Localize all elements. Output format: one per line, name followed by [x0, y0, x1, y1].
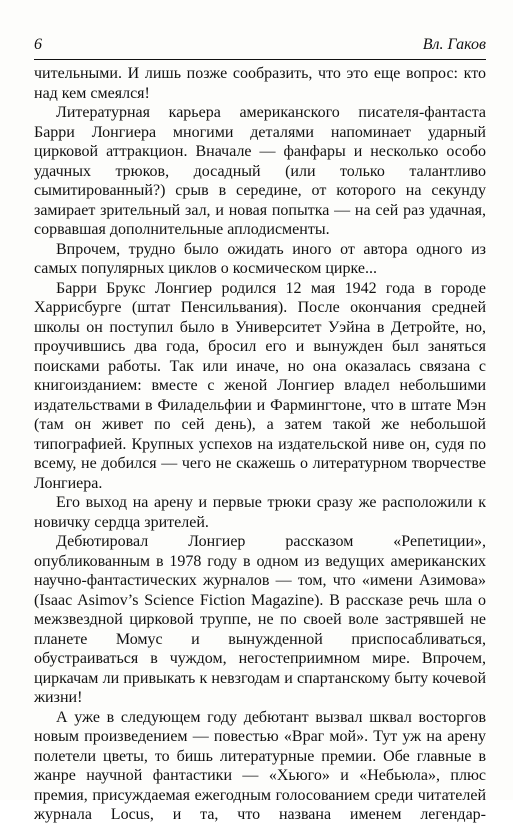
- paragraph-continuation: чительными. И лишь позже сообразить, что это еще вопрос: кто над кем смеялся!: [34, 65, 486, 102]
- running-head: [34, 36, 486, 58]
- paragraph-career-intro: Литературная карьера американского писателя-фантаста Барри Лонгиера многими деталями напоминает ударный цирковой аттракцион. Вначале — фанфары и несколько особо удачных трюков, досадный (или только талантливо сымитированный?) срыв в середине, от которого на секунду замирает зрительный зал, и новая попытка — на сей раз удачная, сорвавшая дополнительные аплодисменты.: [34, 104, 486, 238]
- page-number: 6: [34, 36, 42, 53]
- running-title-author: Вл. Гаков: [422, 36, 486, 53]
- paragraph-arena-debut: Его выход на арену и первые трюки сразу же расположили к новичку сердца зрителей.: [34, 494, 486, 531]
- paragraph-enemy-mine: А уже в следующем году дебютант вызвал шквал восторгов новым произведением — повестью «Враг мой». Тут уж на арену полетели цветы, то бишь литературные премии. Обе главные в жанре научной фантастики — «Хьюго» и «Небьюла», плюс премия, присуждаемая ежегодным голосованием среди читателей журнала Locus, и та, что названа именем легендар-: [34, 708, 486, 823]
- paragraph-first-story: Дебютировал Лонгиер рассказом «Репетиции», опубликованным в 1978 году в одном из ведущих американских научно-фантастических журналов — том, что «имени Азимова» (Isaac Asimov’s Science Fiction Magazine). В рассказе речь шла о межзвездной цирковой труппе, не по своей воле застрявшей не планете Момус и вынужденной приспосабливаться, обустраиваться в чуждом, негостеприимном мире. Впрочем, циркачам ли привыкать к невзгодам и спартанскому быту кочевой жизни!: [34, 533, 486, 706]
- paragraph-circus-cycle: Впрочем, трудно было ожидать иного от автора одного из самых популярных циклов о космическом цирке...: [34, 240, 486, 277]
- paragraph-biography: Барри Брукс Лонгиер родился 12 мая 1942 года в городе Харрисбурге (штат Пенсильвания). После окончания средней школы он поступил было в Университет Уэйна в Детройте, но, проучившись два года, бросил его и вынужден был заняться поисками работы. Так или иначе, но она оказалась связана с книгоизданием: вместе с женой Лонгиер владел небольшими издательствами в Филадельфии и Фармингтоне, что в штате Мэн (там он живет по сей день), а затем такой же небольшой типографией. Крупных успехов на издательской ниве он, судя по всему, не добился — чего не скажешь о литературном творчестве Лонгиера.: [34, 279, 486, 492]
- header-rule: [34, 59, 486, 60]
- body-text: [34, 64, 486, 825]
